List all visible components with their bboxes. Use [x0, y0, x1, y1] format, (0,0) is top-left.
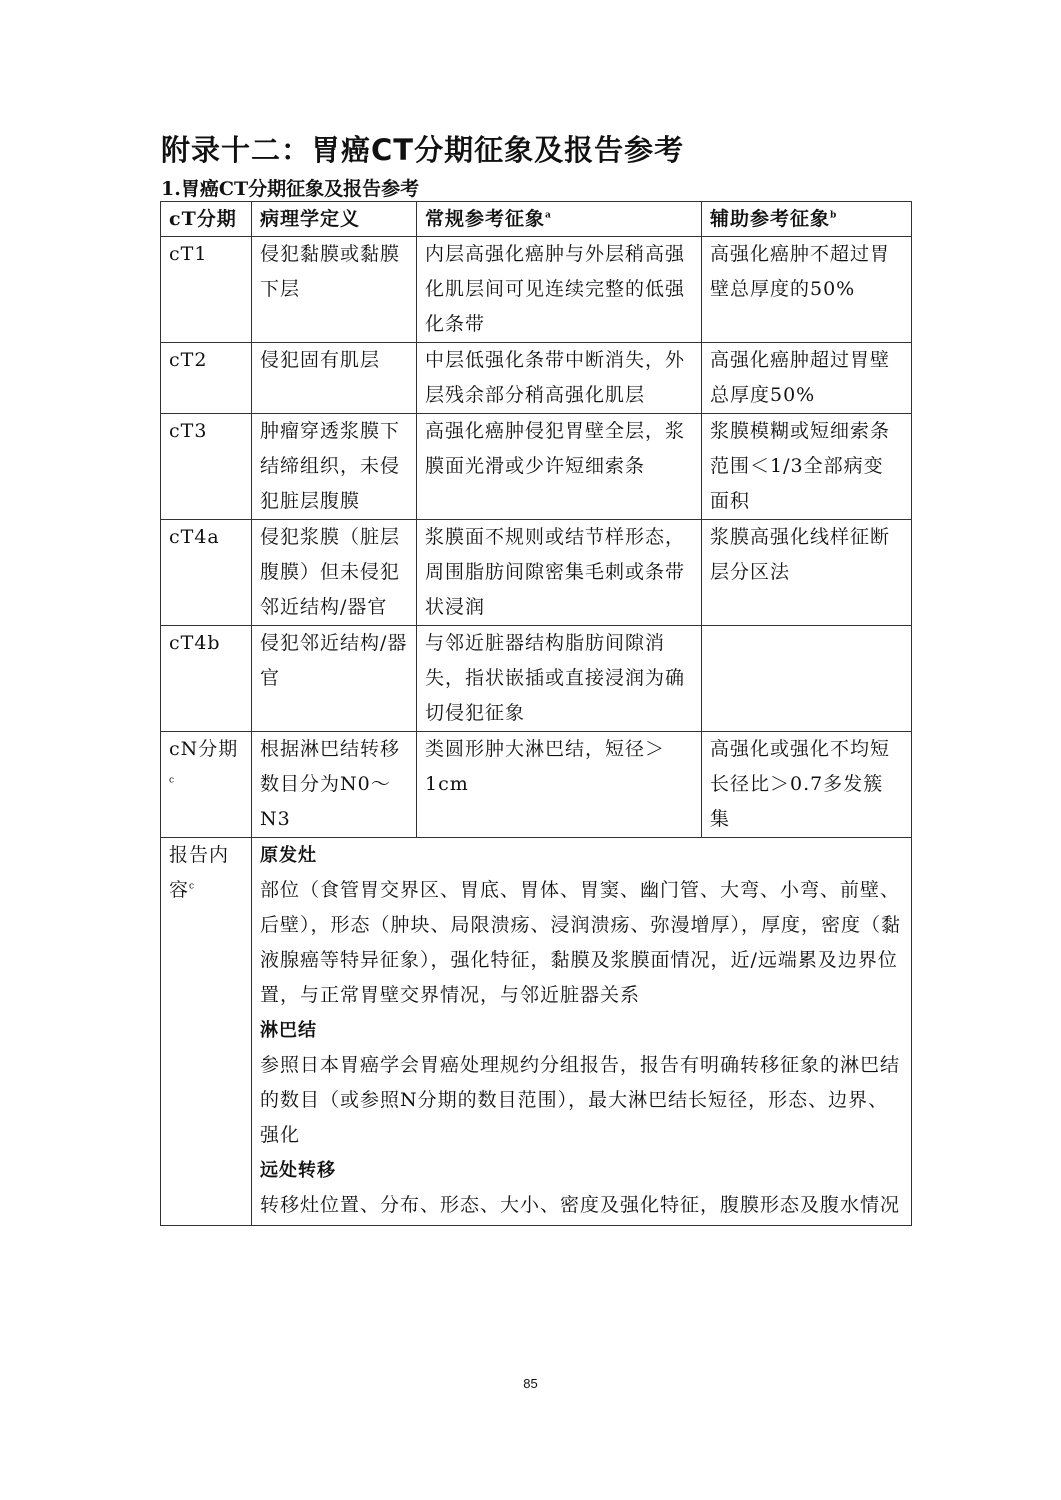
cell-auxiliary: 浆膜高强化线样征断层分区法: [702, 520, 912, 626]
cell-pathology: 侵犯浆膜（脏层腹膜）但未侵犯邻近结构/器官: [252, 520, 417, 626]
header-pathology: 病理学定义: [252, 202, 417, 237]
cell-auxiliary: 浆膜模糊或短细索条范围＜1/3全部病变面积: [702, 414, 912, 520]
report-primary-heading: 原发灶: [260, 845, 317, 866]
report-label: 报告内容$^c$: [161, 838, 252, 1226]
cell-stage: cT4b: [161, 626, 252, 732]
cell-pathology: 侵犯邻近结构/器官: [252, 626, 417, 732]
ct-staging-table: [160, 201, 912, 1226]
report-distant-text: 转移灶位置、分布、形态、大小、密度及强化特征，腹膜形态及腹水情况: [260, 1194, 901, 1216]
cell-auxiliary: 高强化或强化不均短长径比＞0.7多发簇集: [702, 732, 912, 838]
header-auxiliary: 辅助参考征象$^b$: [702, 202, 912, 237]
cell-pathology: 肿瘤穿透浆膜下结缔组织，未侵犯脏层腹膜: [252, 414, 417, 520]
header-conventional: 常规参考征象$^a$: [417, 202, 702, 237]
page-title: 附录十二：胃癌CT分期征象及报告参考: [161, 133, 685, 167]
report-primary-text: 部位（食管胃交界区、胃底、胃体、胃窦、幽门管、大弯、小弯、前壁、后壁），形态（肿块、局限溃疡、浸润溃疡、弥漫增厚），厚度，密度（黏液腺癌等特异征象），强化特征，黏膜及浆膜面情况，近/远端累及边界位置，与正常胃壁交界情况，与邻近脏器关系: [260, 879, 902, 1006]
table-row: [161, 626, 912, 732]
cell-conventional: 高强化癌肿侵犯胃壁全层，浆膜面光滑或少许短细索条: [417, 414, 702, 520]
report-row: [161, 838, 912, 1226]
cell-stage: cT3: [161, 414, 252, 520]
cell-conventional: 中层低强化条带中断消失，外层残余部分稍高强化肌层: [417, 343, 702, 414]
cell-stage: cN分期$^c$: [161, 732, 252, 838]
table-header-row: [161, 202, 912, 237]
page-number: 85: [523, 1376, 538, 1391]
cell-stage: cT2: [161, 343, 252, 414]
cell-stage: cT4a: [161, 520, 252, 626]
table-row: [161, 414, 912, 520]
report-lymph-text: 参照日本胃癌学会胃癌处理规约分组报告，报告有明确转移征象的淋巴结的数目（或参照N分期的数目范围），最大淋巴结长短径，形态、边界、强化: [260, 1054, 901, 1146]
cell-pathology: 根据淋巴结转移数目分为N0～N3: [252, 732, 417, 838]
cell-conventional: 内层高强化癌肿与外层稍高强化肌层间可见连续完整的低强化条带: [417, 237, 702, 343]
cell-pathology: 侵犯固有肌层: [252, 343, 417, 414]
header-stage: cT分期: [161, 202, 252, 237]
cell-auxiliary: 高强化癌肿超过胃壁总厚度50%: [702, 343, 912, 414]
table-row: [161, 520, 912, 626]
report-distant-heading: 远处转移: [260, 1160, 336, 1181]
cell-pathology: 侵犯黏膜或黏膜下层: [252, 237, 417, 343]
cell-conventional: 类圆形肿大淋巴结，短径＞1cm: [417, 732, 702, 838]
table-row: [161, 237, 912, 343]
table-row: [161, 732, 912, 838]
section-subtitle: 1.胃癌CT分期征象及报告参考: [161, 178, 420, 200]
cell-stage: cT1: [161, 237, 252, 343]
table-row: [161, 343, 912, 414]
report-lymph-heading: 淋巴结: [260, 1020, 317, 1041]
cell-auxiliary: [702, 626, 912, 732]
cell-conventional: 浆膜面不规则或结节样形态，周围脂肪间隙密集毛刺或条带状浸润: [417, 520, 702, 626]
cell-conventional: 与邻近脏器结构脂肪间隙消失，指状嵌插或直接浸润为确切侵犯征象: [417, 626, 702, 732]
report-content: [252, 838, 912, 1226]
cell-auxiliary: 高强化癌肿不超过胃壁总厚度的50%: [702, 237, 912, 343]
